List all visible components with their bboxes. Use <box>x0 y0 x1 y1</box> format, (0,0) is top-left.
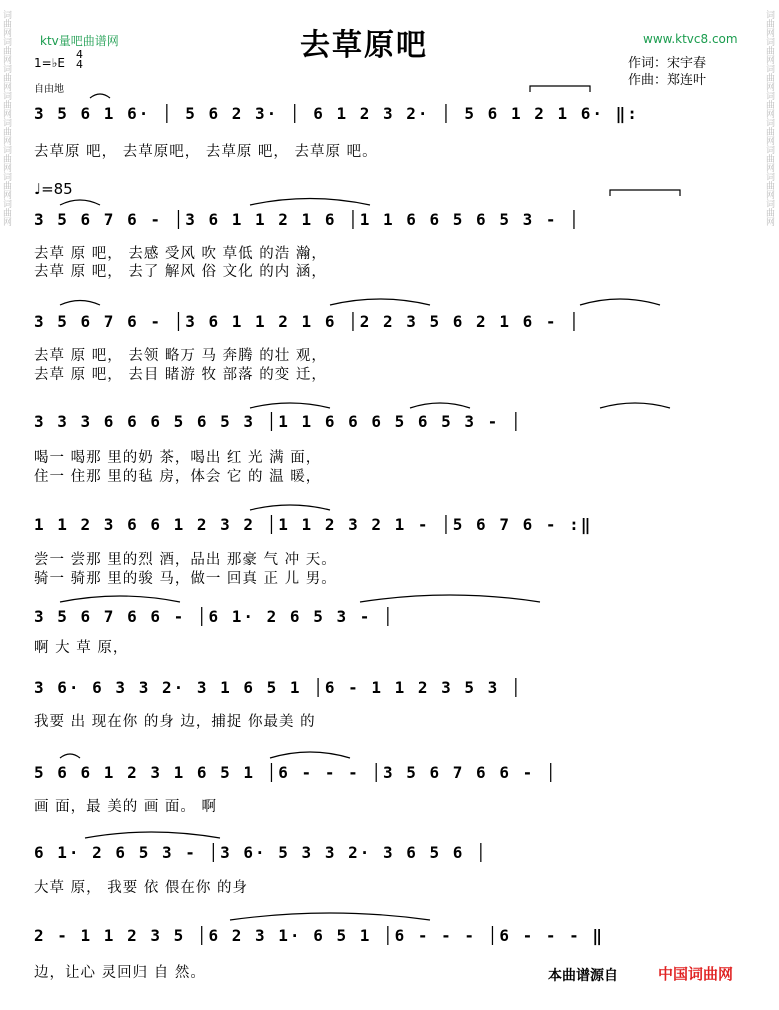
slur <box>60 754 80 758</box>
slur <box>230 913 430 920</box>
row-9-notes: 6 1· 2 6 5 3 - │3 6· 5 3 3 2· 3 6 5 6 │ <box>34 843 488 862</box>
row-5-notes: 1 1 2 3 6 6 1 2 3 2 │1 1 2 3 2 1 - │5 6 7 6 - :‖ <box>34 515 593 534</box>
row-2-lyric-2: 去草 原 吧， 去了 解风 俗 文化 的内 涵， <box>34 264 327 280</box>
slur <box>60 200 100 205</box>
row-2-lyric-1: 去草 原 吧， 去感 受风 吹 草低 的浩 瀚， <box>34 246 327 262</box>
row-5-lyric-2: 骑一 骑那 里的骏 马，做一 回真 正 儿 男。 <box>34 571 337 587</box>
row-7-lyric-1: 我要 出 现在你 的身 边，捕捉 你最美 的 <box>34 714 316 730</box>
row-9-lyric-1: 大草 原， 我要 依 偎在你 的身 <box>34 880 249 896</box>
row-10-lyric-1: 边，让心 灵回归 自 然。 <box>34 965 206 981</box>
row-8-lyric-1: 画 面，最 美的 画 面。 啊 <box>34 799 218 815</box>
slur <box>270 752 350 758</box>
row-3-lyric-1: 去草 原 吧， 去领 略万 马 奔腾 的壮 观， <box>34 348 327 364</box>
slur <box>360 595 540 602</box>
site-label-right: www.ktvc8.com <box>643 32 738 46</box>
row-3-notes: 3 5 6 7 6 - │3 6 1 1 2 1 6 │2 2 3 5 6 2 1 6 - │ <box>34 312 581 331</box>
composer-credit: 作曲：郑连叶 <box>628 73 707 88</box>
free-time-marking: 自由地 <box>34 84 64 95</box>
slur <box>250 505 330 510</box>
tempo-marking: ♩=85 <box>34 180 73 198</box>
row-8-notes: 5 6 6 1 2 3 1 6 5 1 │6 - - - │3 5 6 7 6 6 - │ <box>34 763 558 782</box>
slur <box>60 596 180 602</box>
slur <box>600 403 670 408</box>
row-7-notes: 3 6· 6 3 3 2· 3 1 6 5 1 │6 - 1 1 2 3 5 3 │ <box>34 678 523 697</box>
row-4-lyric-2: 住一 住那 里的毡 房，体会 它 的 温 暖， <box>34 469 322 485</box>
song-title: 去草原吧 <box>300 28 428 63</box>
row-1-notes: 3 5 6 1 6· │ 5 6 2 3· │ 6 1 2 3 2· │ 5 6 1 2 1 6· ‖: <box>34 104 639 123</box>
row-1-lyric-1: 去草原 吧， 去草原吧， 去草原 吧， 去草原 吧。 <box>34 144 378 160</box>
row-6-lyric-1: 啊 大 草 原， <box>34 640 129 656</box>
side-watermark-left: 词曲网词曲网词曲网词曲网词曲网词曲网词曲网词曲网 <box>1 10 11 226</box>
triplet-bracket <box>530 86 590 92</box>
side-watermark-right: 词曲网词曲网词曲网词曲网词曲网词曲网词曲网词曲网 <box>764 10 774 226</box>
lyricist-credit: 作词：宋宇春 <box>628 56 707 71</box>
slur <box>90 94 110 98</box>
row-4-lyric-1: 喝一 喝那 里的奶 茶，喝出 红 光 满 面， <box>34 450 322 466</box>
site-label-left: ktv量吧曲谱网 <box>40 34 119 48</box>
slur <box>60 301 100 306</box>
row-5-lyric-1: 尝一 尝那 里的烈 酒，品出 那豪 气 冲 天。 <box>34 552 337 568</box>
row-3-lyric-2: 去草 原 吧， 去目 睹游 牧 部落 的变 迁， <box>34 367 327 383</box>
source-site[interactable]: 中国词曲网 <box>658 965 734 983</box>
slur <box>580 299 660 305</box>
slur <box>250 199 370 206</box>
row-10-notes: 2 - 1 1 2 3 5 │6 2 3 1· 6 5 1 │6 - - - │6 - - - ‖ <box>34 926 605 945</box>
slur <box>250 403 330 408</box>
key-signature: 1=♭E <box>34 56 65 70</box>
row-4-notes: 3 3 3 6 6 6 5 6 5 3 │1 1 6 6 6 5 6 5 3 - │ <box>34 412 523 431</box>
slur <box>330 299 430 305</box>
time-signature-top: 4 <box>76 48 83 61</box>
source-note: 本曲谱源自 <box>548 968 618 984</box>
triplet-bracket <box>610 190 680 196</box>
time-signature-bottom: 4 <box>76 58 83 71</box>
slur <box>85 832 220 838</box>
row-2-notes: 3 5 6 7 6 - │3 6 1 1 2 1 6 │1 1 6 6 5 6 5 3 - │ <box>34 210 581 229</box>
row-6-notes: 3 5 6 7 6 6 - │6 1· 2 6 5 3 - │ <box>34 607 395 626</box>
slur <box>410 403 470 408</box>
